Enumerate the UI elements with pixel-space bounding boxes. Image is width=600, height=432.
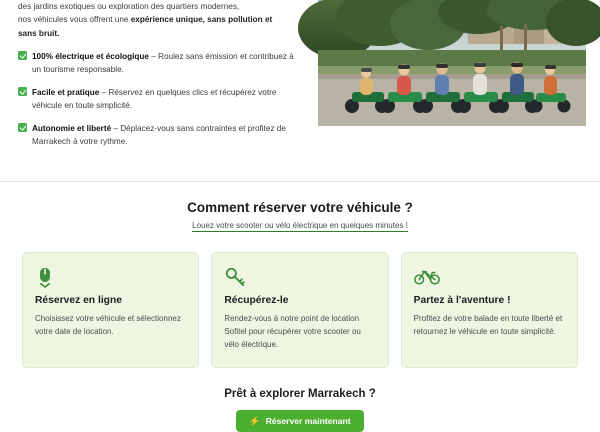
feature-description: – Roulez sans émission et contribuez à un tourisme responsable. (32, 51, 294, 74)
step-card-title: Réservez en ligne (35, 294, 122, 306)
step-card-reserve[interactable] (22, 252, 199, 369)
cta-section (0, 388, 600, 432)
feature-description: – Déplacez-vous sans contraintes et profitez de Marrakech à votre rythme. (32, 124, 286, 147)
feature-item (18, 86, 304, 112)
section-subheading (0, 221, 600, 230)
step-card-text: Rendez-vous à notre point de location Sofitel pour récupérer votre scooter ou vélo électrique. (224, 313, 361, 349)
intro-line-3-bold: sans bruit. (18, 28, 60, 38)
check-icon (18, 51, 27, 60)
reserve-now-button-label: Réserver maintenant (265, 416, 351, 427)
bolt-icon: ⚡ (249, 415, 261, 426)
feature-title: 100% électrique et écologique (32, 51, 149, 61)
intro-line-2-plain: nos véhicules vous offrent une (18, 15, 131, 25)
hero-photo (318, 0, 586, 126)
intro-text-column (18, 0, 304, 159)
feature-item (18, 50, 304, 76)
hero-photo-illustration (318, 0, 586, 126)
step-card-title: Partez à l'aventure ! (413, 294, 511, 306)
feature-item (18, 122, 304, 148)
intro-section (0, 0, 600, 159)
step-card-ride[interactable] (401, 252, 578, 369)
step-card-title: Récupérez-le (224, 294, 289, 306)
check-icon (18, 87, 27, 96)
check-icon (18, 123, 27, 132)
intro-line-1: des jardins exotiques ou exploration des quartiers modernes, (18, 2, 240, 11)
bicycle-icon (414, 266, 565, 288)
steps-card-list (0, 252, 600, 369)
feature-description: – Réservez en quelques clics et récupérez votre véhicule en toute simplicité. (32, 88, 277, 111)
page-title: Comment réserver votre véhicule ? (187, 199, 413, 215)
reserve-now-button[interactable] (236, 410, 363, 432)
section-subheading-text: Louez votre scooter ou vélo électrique en quelques minutes ! (192, 220, 408, 230)
feature-text (32, 86, 304, 112)
step-card-text: Profitez de votre balade en toute liberté et retournez le véhicule en toute simplicité. (413, 313, 563, 336)
feature-title: Autonomie et liberté (32, 124, 112, 134)
feature-text (32, 122, 304, 148)
feature-title: Facile et pratique (32, 88, 100, 98)
feature-text (32, 50, 304, 76)
step-card-text: Choisissez votre véhicule et sélectionnez votre date de location. (35, 313, 181, 336)
mouse-cursor-icon (35, 266, 186, 288)
step-card-pickup[interactable] (211, 252, 388, 369)
cta-title: Prêt à explorer Marrakech ? (224, 388, 376, 401)
intro-line-2-bold: expérience unique, sans pollution et (130, 15, 273, 25)
intro-paragraph (18, 0, 304, 40)
booking-steps-section (0, 181, 600, 230)
key-icon (224, 266, 375, 288)
